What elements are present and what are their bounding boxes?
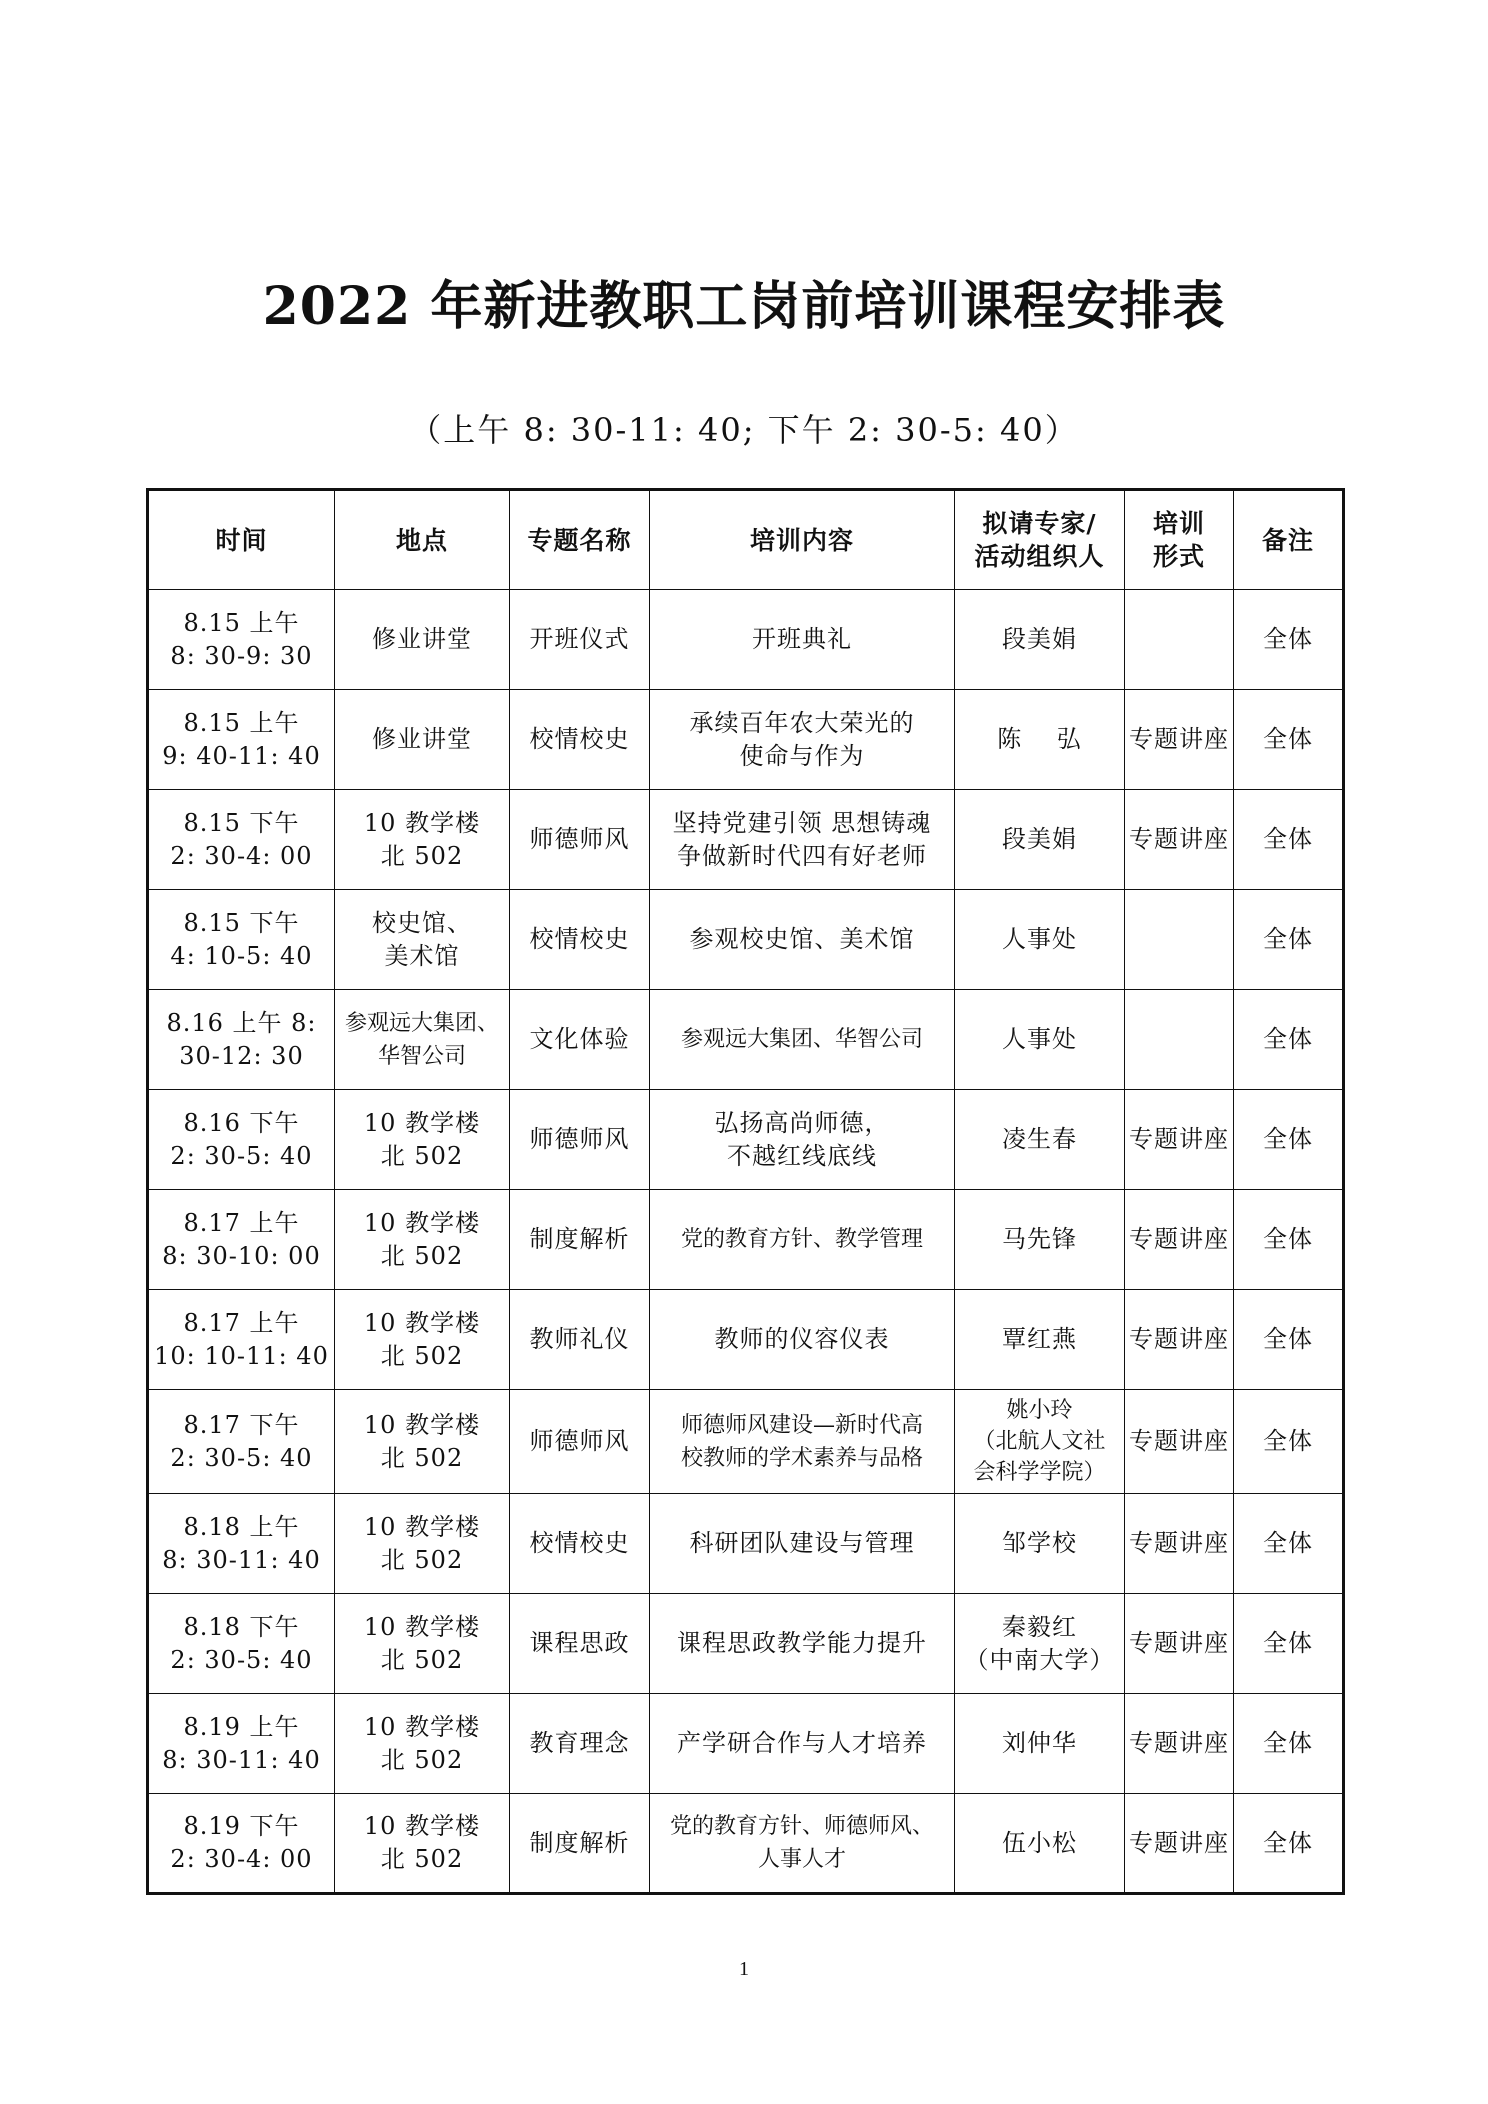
cell-topic: 校情校史 — [510, 1494, 650, 1594]
schedule-table — [146, 488, 1345, 1895]
cell-format: 专题讲座 — [1125, 1494, 1234, 1594]
cell-topic: 师德师风 — [510, 1090, 650, 1190]
cell-topic: 教育理念 — [510, 1694, 650, 1794]
cell-format — [1125, 890, 1234, 990]
cell-speaker: 段美娟 — [955, 590, 1125, 690]
header-content: 培训内容 — [650, 490, 955, 590]
cell-content: 科研团队建设与管理 — [650, 1494, 955, 1594]
cell-time: 8.18 上午 8: 30-11: 40 — [148, 1494, 335, 1594]
cell-time: 8.16 下午 2: 30-5: 40 — [148, 1090, 335, 1190]
cell-speaker: 覃红燕 — [955, 1290, 1125, 1390]
table-row — [148, 790, 1344, 890]
header-format: 培训 形式 — [1125, 490, 1234, 590]
cell-remark: 全体 — [1234, 1390, 1344, 1494]
cell-content: 开班典礼 — [650, 590, 955, 690]
cell-location: 10 教学楼 北 502 — [335, 1794, 510, 1894]
cell-format: 专题讲座 — [1125, 1390, 1234, 1494]
cell-location: 修业讲堂 — [335, 590, 510, 690]
cell-topic: 开班仪式 — [510, 590, 650, 690]
cell-speaker: 段美娟 — [955, 790, 1125, 890]
cell-location: 10 教学楼 北 502 — [335, 1694, 510, 1794]
cell-topic: 课程思政 — [510, 1594, 650, 1694]
cell-topic: 教师礼仪 — [510, 1290, 650, 1390]
cell-time: 8.15 上午 9: 40-11: 40 — [148, 690, 335, 790]
header-time: 时间 — [148, 490, 335, 590]
cell-location: 10 教学楼 北 502 — [335, 1290, 510, 1390]
page-title: 2022 年新进教职工岗前培训课程安排表 — [262, 276, 1226, 337]
cell-content: 参观校史馆、美术馆 — [650, 890, 955, 990]
cell-format — [1125, 590, 1234, 690]
cell-time: 8.19 下午 2: 30-4: 00 — [148, 1794, 335, 1894]
cell-location: 10 教学楼 北 502 — [335, 1190, 510, 1290]
cell-speaker: 姚小玲 （北航人文社 会科学学院） — [955, 1390, 1125, 1494]
table-row — [148, 990, 1344, 1090]
cell-format: 专题讲座 — [1125, 690, 1234, 790]
cell-remark: 全体 — [1234, 890, 1344, 990]
cell-topic: 校情校史 — [510, 890, 650, 990]
table-header-row — [148, 490, 1344, 590]
cell-format: 专题讲座 — [1125, 1794, 1234, 1894]
cell-remark: 全体 — [1234, 690, 1344, 790]
cell-remark: 全体 — [1234, 990, 1344, 1090]
header-topic: 专题名称 — [510, 490, 650, 590]
cell-content: 坚持党建引领 思想铸魂 争做新时代四有好老师 — [650, 790, 955, 890]
cell-format: 专题讲座 — [1125, 1290, 1234, 1390]
cell-time: 8.15 下午 2: 30-4: 00 — [148, 790, 335, 890]
table-row — [148, 1694, 1344, 1794]
cell-topic: 文化体验 — [510, 990, 650, 1090]
cell-remark: 全体 — [1234, 790, 1344, 890]
cell-time: 8.18 下午 2: 30-5: 40 — [148, 1594, 335, 1694]
cell-content: 党的教育方针、师德师风、 人事人才 — [650, 1794, 955, 1894]
cell-time: 8.15 上午 8: 30-9: 30 — [148, 590, 335, 690]
cell-format: 专题讲座 — [1125, 790, 1234, 890]
cell-format: 专题讲座 — [1125, 1594, 1234, 1694]
cell-time: 8.17 下午 2: 30-5: 40 — [148, 1390, 335, 1494]
table-row — [148, 1090, 1344, 1190]
cell-remark: 全体 — [1234, 1594, 1344, 1694]
cell-location: 10 教学楼 北 502 — [335, 1594, 510, 1694]
cell-content: 教师的仪容仪表 — [650, 1290, 955, 1390]
cell-location: 10 教学楼 北 502 — [335, 1494, 510, 1594]
cell-topic: 制度解析 — [510, 1190, 650, 1290]
cell-content: 弘扬高尚师德， 不越红线底线 — [650, 1090, 955, 1190]
cell-content: 承续百年农大荣光的 使命与作为 — [650, 690, 955, 790]
cell-location: 10 教学楼 北 502 — [335, 1090, 510, 1190]
cell-speaker: 凌生春 — [955, 1090, 1125, 1190]
cell-time: 8.17 上午 10: 10-11: 40 — [148, 1290, 335, 1390]
cell-topic: 师德师风 — [510, 790, 650, 890]
cell-topic: 制度解析 — [510, 1794, 650, 1894]
cell-format: 专题讲座 — [1125, 1090, 1234, 1190]
cell-speaker: 邹学校 — [955, 1494, 1125, 1594]
cell-speaker: 人事处 — [955, 990, 1125, 1090]
cell-speaker: 秦毅红 （中南大学） — [955, 1594, 1125, 1694]
cell-time: 8.15 下午 4: 10-5: 40 — [148, 890, 335, 990]
header-location: 地点 — [335, 490, 510, 590]
cell-content: 党的教育方针、教学管理 — [650, 1190, 955, 1290]
cell-content: 产学研合作与人才培养 — [650, 1694, 955, 1794]
cell-speaker: 陈 弘 — [955, 690, 1125, 790]
cell-time: 8.19 上午 8: 30-11: 40 — [148, 1694, 335, 1794]
cell-speaker: 马先锋 — [955, 1190, 1125, 1290]
cell-location: 校史馆、 美术馆 — [335, 890, 510, 990]
cell-remark: 全体 — [1234, 1290, 1344, 1390]
table-row — [148, 590, 1344, 690]
cell-content: 参观远大集团、华智公司 — [650, 990, 955, 1090]
cell-format: 专题讲座 — [1125, 1694, 1234, 1794]
header-speaker: 拟请专家/ 活动组织人 — [955, 490, 1125, 590]
cell-remark: 全体 — [1234, 1494, 1344, 1594]
cell-remark: 全体 — [1234, 590, 1344, 690]
cell-speaker: 刘仲华 — [955, 1694, 1125, 1794]
cell-time: 8.16 上午 8: 30-12: 30 — [148, 990, 335, 1090]
cell-remark: 全体 — [1234, 1694, 1344, 1794]
table-row — [148, 890, 1344, 990]
cell-location: 修业讲堂 — [335, 690, 510, 790]
cell-content: 课程思政教学能力提升 — [650, 1594, 955, 1694]
table-row — [148, 1494, 1344, 1594]
page-subtitle: （上午 8: 30-11: 40; 下午 2: 30-5: 40） — [409, 411, 1079, 449]
cell-remark: 全体 — [1234, 1190, 1344, 1290]
cell-location: 10 教学楼 北 502 — [335, 790, 510, 890]
header-remark: 备注 — [1234, 490, 1344, 590]
table-row — [148, 1594, 1344, 1694]
table-row — [148, 690, 1344, 790]
cell-topic: 师德师风 — [510, 1390, 650, 1494]
cell-speaker: 人事处 — [955, 890, 1125, 990]
cell-content: 师德师风建设—新时代高 校教师的学术素养与品格 — [650, 1390, 955, 1494]
cell-location: 10 教学楼 北 502 — [335, 1390, 510, 1494]
cell-time: 8.17 上午 8: 30-10: 00 — [148, 1190, 335, 1290]
cell-format: 专题讲座 — [1125, 1190, 1234, 1290]
table-row — [148, 1190, 1344, 1290]
cell-speaker: 伍小松 — [955, 1794, 1125, 1894]
table-row — [148, 1290, 1344, 1390]
cell-location: 参观远大集团、 华智公司 — [335, 990, 510, 1090]
table-row — [148, 1390, 1344, 1494]
table-row — [148, 1794, 1344, 1894]
cell-format — [1125, 990, 1234, 1090]
cell-remark: 全体 — [1234, 1090, 1344, 1190]
page-number: 1 — [739, 1958, 749, 1980]
cell-remark: 全体 — [1234, 1794, 1344, 1894]
cell-topic: 校情校史 — [510, 690, 650, 790]
